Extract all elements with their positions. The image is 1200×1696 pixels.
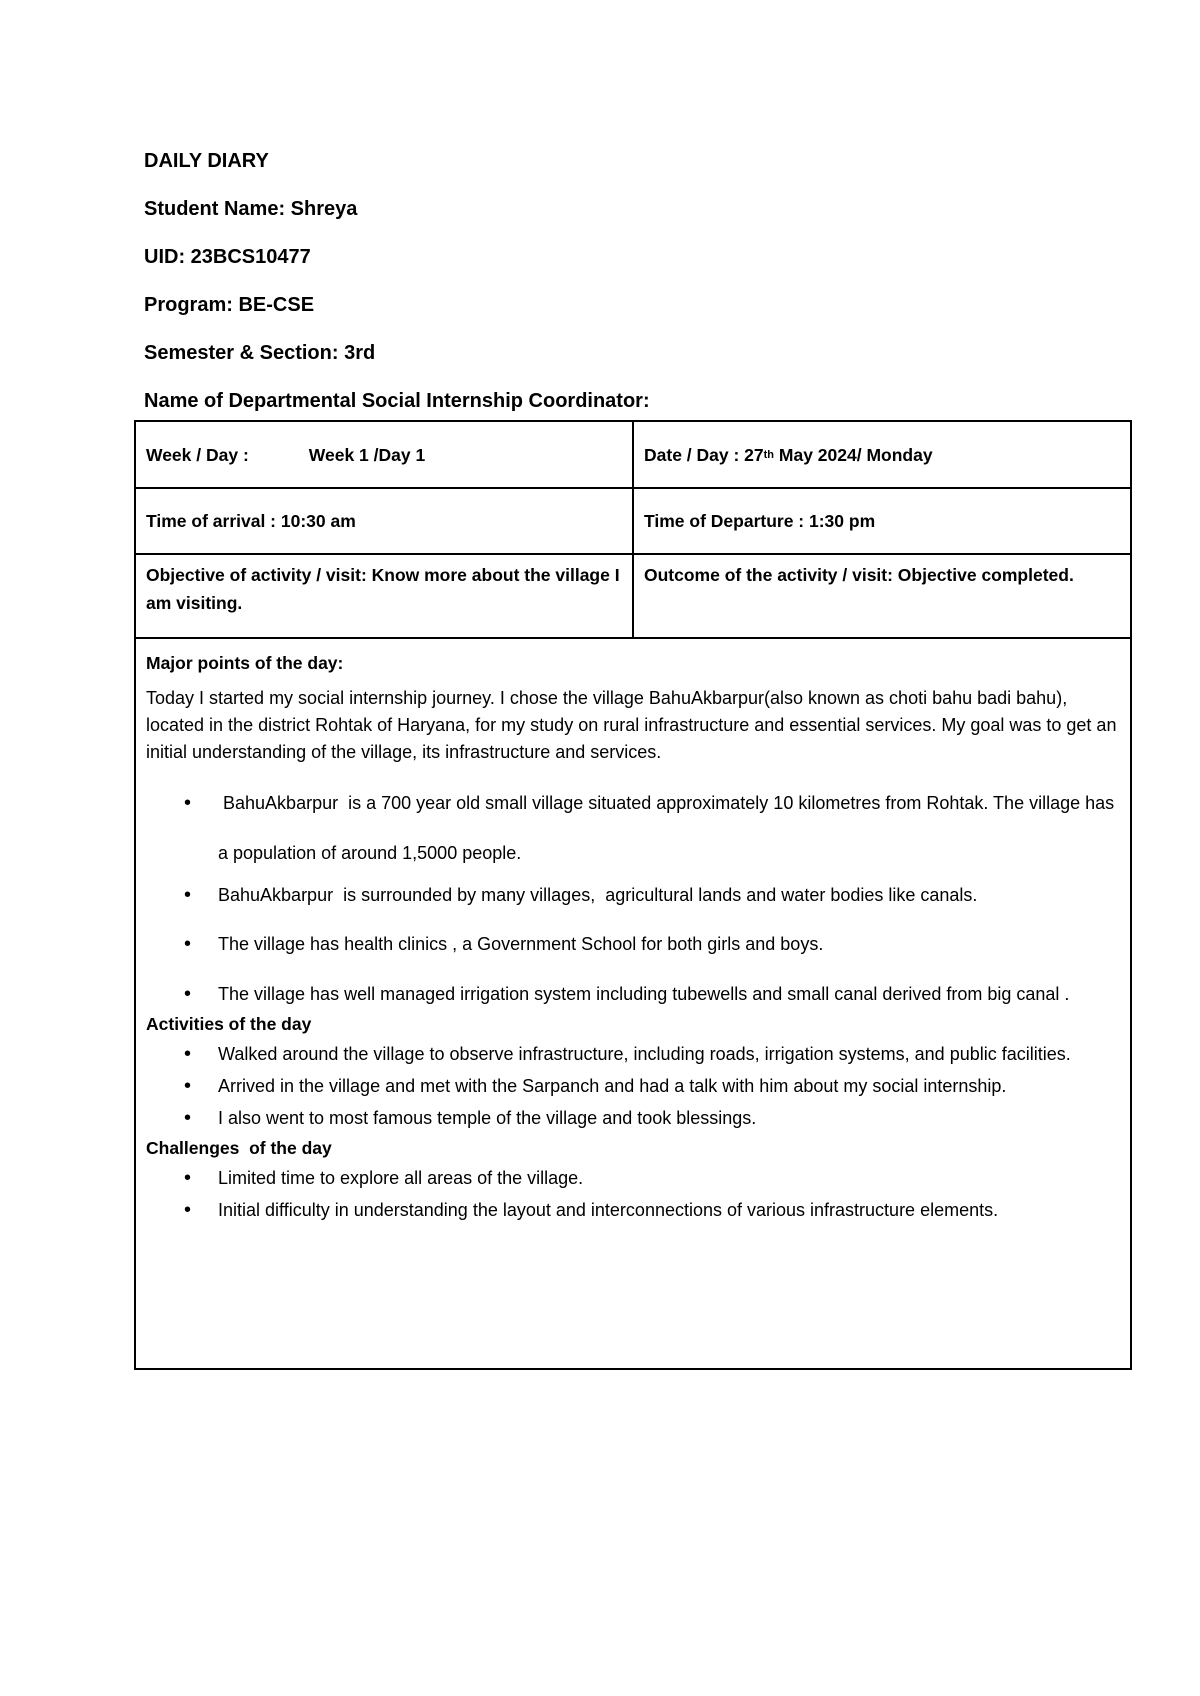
table-row xyxy=(136,422,1130,489)
coordinator-name: Name of Departmental Social Internship Coordinator: xyxy=(144,390,650,412)
student-name: Student Name: Shreya xyxy=(144,198,358,220)
diary-body xyxy=(136,639,1130,1226)
semester-section: Semester & Section: 3rd xyxy=(144,342,376,364)
document-title: DAILY DIARY xyxy=(144,150,269,172)
challenges-list xyxy=(146,1162,1120,1226)
arrival-time: Time of arrival : 10:30 am xyxy=(136,489,634,553)
week-day-label: Week / Day : xyxy=(146,444,249,465)
student-uid: UID: 23BCS10477 xyxy=(144,246,311,268)
date-prefix: Date / Day : 27 xyxy=(644,444,764,465)
diary-table xyxy=(134,420,1132,1370)
week-day-cell xyxy=(136,422,634,487)
document-header xyxy=(144,150,650,438)
challenges-title: Challenges of the day xyxy=(146,1138,332,1158)
departure-time: Time of Departure : 1:30 pm xyxy=(644,511,876,531)
list-item: • Initial difficulty in understanding the layout and interconnections of various infrastructure elements. xyxy=(218,1194,1120,1226)
list-item: • BahuAkbarpur is surrounded by many villages, agricultural lands and water bodies like canals. xyxy=(218,880,1120,910)
activities-list xyxy=(146,1038,1120,1134)
list-item: • BahuAkbarpur is a 700 year old small village situated approximately 10 kilometres from Rohtak. The village has a population of around 1,5000 people. xyxy=(218,778,1120,878)
outcome-cell: Outcome of the activity / visit: Objective completed. xyxy=(644,565,1074,585)
date-suffix: May 2024/ Monday xyxy=(774,444,933,465)
week-day-value: Week 1 /Day 1 xyxy=(308,444,426,465)
table-row xyxy=(136,555,1130,639)
table-row xyxy=(136,489,1130,555)
list-item: • The village has well managed irrigation system including tubewells and small canal derived from big canal . xyxy=(218,978,1120,1010)
list-item: • Arrived in the village and met with the Sarpanch and had a talk with him about my social internship. xyxy=(218,1070,1120,1102)
list-item: • Limited time to explore all areas of the village. xyxy=(218,1162,1120,1194)
program: Program: BE-CSE xyxy=(144,294,315,316)
list-item: • The village has health clinics , a Government School for both girls and boys. xyxy=(218,929,1120,959)
list-item: • Walked around the village to observe infrastructure, including roads, irrigation systems, and public facilities. xyxy=(218,1038,1120,1070)
activities-title: Activities of the day xyxy=(146,1014,312,1034)
major-points-intro: Today I started my social internship journey. I chose the village BahuAkbarpur(also known as choti bahu badi bahu), located in the district Rohtak of Haryana, for my study on rural infrastructure and essential services. My goal was to get an initial understanding of the village, its infrastructure and services. xyxy=(146,688,1117,762)
objective-cell: Objective of activity / visit: Know more about the village I am visiting. xyxy=(136,555,634,637)
list-item: • I also went to most famous temple of the village and took blessings. xyxy=(218,1102,1120,1134)
major-points-title: Major points of the day: xyxy=(146,653,344,673)
major-points-list xyxy=(146,778,1120,1010)
date-day-cell: Date / Day : 27 th May 2024/ Monday xyxy=(634,422,1130,487)
